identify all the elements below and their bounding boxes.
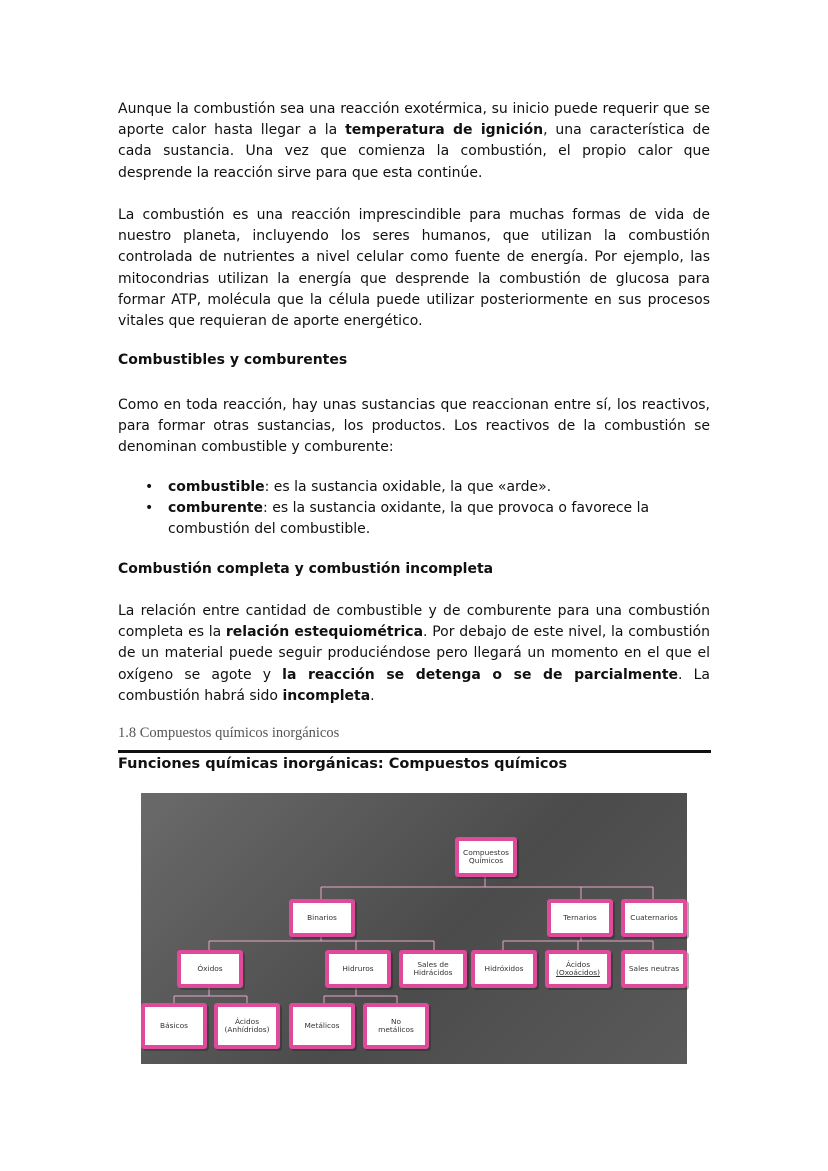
node-label: (Anhídridos) [224,1025,270,1034]
node-metalicos: Metálicos [289,1003,355,1049]
node-acidos-oxoacidos [545,950,611,988]
node-hidroxidos: Hidróxidos [471,950,537,988]
node-label: Ácidos [234,1017,260,1026]
paragraph-text: . [370,687,375,704]
paragraph-text: . La combustión habrá sido [118,666,711,704]
heading-fuels-oxidizers: Combustibles y comburentes [118,352,348,368]
paragraph-text: , una característica de cada sustancia. Una vez que comienza la combustión, el propio calor que desprende la reacción sirve para que esta continúe. [118,122,710,181]
paragraph-reactants: Como en toda reacción, hay unas sustancias que reaccionan entre sí, los reactivos, para formar otras sustancias, los productos. Los reactivos de la combustión se denominan combustible y comburente: [118,397,710,456]
node-label: (Oxoácidos) [556,968,600,977]
node-acidos-anhidridos [214,1003,280,1049]
list-item-text: : es la sustancia oxidante, la que provoca o favorece la combustión del combustible. [168,500,650,538]
node-label: Sales de [417,960,449,969]
node-label: No [390,1017,402,1026]
reactants-list [118,477,710,541]
bold-term-comburente: comburente [168,500,264,517]
list-item [118,498,710,540]
bold-term-combustible: combustible [168,479,265,495]
node-label: metálicos [378,1025,414,1034]
bold-term-ignition-temperature: temperatura de ignición [345,122,544,139]
list-item-text: : es la sustancia oxidable, la que «arde». [264,479,552,495]
node-label: Hidrácidos [413,968,453,977]
section-heading: 1.8 Compuestos químicos inorgánicos [118,725,340,741]
paragraph-text: La relación entre cantidad de combustible y de comburente para una combustión completa es la [118,603,710,641]
node-oxidos: Óxidos [177,950,243,988]
node-sales-hidracidos [399,950,467,988]
node-label: Compuestos [463,848,509,857]
paragraph-text: . Por debajo de este nivel, la combustión de un material puede seguir produciéndose pero llegará un momento en el que el oxígeno se agote y [118,624,710,683]
paragraph-text: Aunque la combustión sea una reacción exotérmica, su inicio puede requerir que se aporte calor hasta llegar a la [118,101,710,139]
paragraph-ignition [118,99,710,184]
compounds-diagram [141,793,687,1064]
bold-phrase-reaction-stops: la reacción se detenga o se de parcialmente [282,666,679,683]
node-sales-neutras: Sales neutras [621,950,687,988]
diagram-title: Funciones químicas inorgánicas: Compuestos químicos [118,756,568,772]
bold-term-incomplete: incompleta [282,687,371,704]
node-label: Ácidos [565,960,591,969]
node-label: Químicos [468,856,504,865]
bold-term-stoichiometric: relación estequiométrica [225,624,424,641]
node-cuaternarios: Cuaternarios [621,899,687,937]
node-hidruros: Hidruros [325,950,391,988]
node-basicos: Básicos [141,1003,207,1049]
section-divider [118,750,711,753]
node-binarios: Binarios [289,899,355,937]
node-compuestos-quimicos [455,837,517,877]
node-no-metalicos [363,1003,429,1049]
node-ternarios: Ternarios [547,899,613,937]
paragraph-life-combustion: La combustión es una reacción imprescindible para muchas formas de vida de nuestro planeta, incluyendo los seres humanos, que utilizan la combustión controlada de nutrientes a nivel celular como fuente de energía. Por ejemplo, las mitocondrias utilizan la energía que desprende la combustión de glucosa para formar ATP, molécula que la célula puede utilizar posteriormente en sus procesos vitales que requieran de aporte energético. [118,207,710,330]
list-item [118,477,710,498]
heading-complete-incomplete: Combustión completa y combustión incompleta [118,561,494,577]
paragraph-stoichiometric [118,601,710,707]
